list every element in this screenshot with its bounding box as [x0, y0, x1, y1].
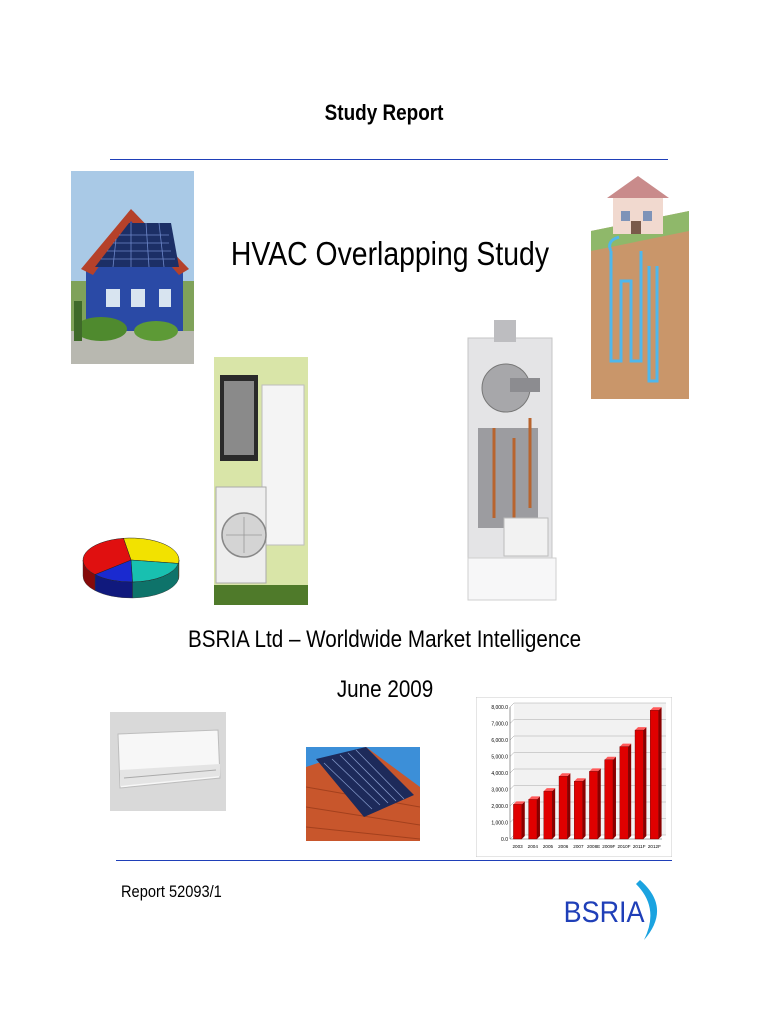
- bar-side: [552, 788, 555, 839]
- bar: [529, 799, 537, 839]
- bsria-logo-text: BSRIA: [563, 895, 645, 930]
- report-number: Report 52093/1: [121, 882, 222, 901]
- bar: [620, 747, 628, 839]
- x-tick-label: 2010F: [617, 844, 631, 849]
- bar: [605, 760, 613, 839]
- bar-side: [613, 757, 616, 839]
- x-tick-label: 2007: [573, 844, 584, 849]
- y-tick-label: 3,000.0: [491, 787, 508, 794]
- solar-thermal-collector-photo: [306, 747, 420, 841]
- bar-side: [628, 744, 631, 839]
- document-subtitle: BSRIA Ltd – Worldwide Market Intelligence: [188, 626, 582, 653]
- y-tick-label: 6,000.0: [491, 738, 508, 744]
- bottom-divider: [116, 860, 672, 861]
- bar-side: [537, 796, 540, 839]
- document-title: HVAC Overlapping Study: [230, 235, 550, 272]
- bar-side: [643, 727, 646, 839]
- x-tick-label: 2003: [512, 844, 523, 849]
- pie-slice: [123, 538, 179, 563]
- report-date: June 2009: [336, 676, 434, 703]
- bar: [513, 804, 521, 839]
- y-tick-label: 8,000.0: [491, 705, 508, 711]
- bar-side: [598, 768, 601, 839]
- x-tick-label: 2004: [527, 844, 538, 849]
- x-tick-label: 2005: [542, 844, 554, 849]
- y-tick-label: 2,000.0: [491, 804, 508, 810]
- air-source-heat-pump-photo: [214, 357, 308, 605]
- y-tick-label: 4,000.0: [491, 771, 508, 777]
- x-tick-label: 2008E: [586, 844, 601, 849]
- bar: [635, 730, 643, 839]
- bar: [589, 771, 597, 839]
- bar: [559, 776, 567, 839]
- bar-side: [567, 773, 570, 839]
- report-type-heading: Study Report: [324, 100, 444, 125]
- x-tick-label: 2009F: [602, 844, 616, 849]
- y-tick-label: 1,000.0: [491, 820, 508, 827]
- top-divider: [110, 159, 668, 160]
- bar: [544, 791, 552, 839]
- market-share-pie-chart: [81, 530, 181, 606]
- bar: [574, 781, 582, 839]
- bar-side: [583, 778, 586, 839]
- x-tick-label: 2006: [558, 844, 569, 849]
- market-forecast-bar-chart: [476, 697, 672, 857]
- bar-side: [659, 707, 662, 839]
- x-tick-label: 2012F: [647, 844, 661, 849]
- y-tick-label: 5,000.0: [491, 754, 508, 761]
- y-tick-label: 7,000.0: [491, 721, 508, 728]
- bsria-logo: [560, 878, 672, 942]
- x-tick-label: 2011F: [632, 844, 646, 849]
- ground-source-heat-pump-illustration: [591, 171, 689, 399]
- bar: [650, 710, 658, 839]
- gas-boiler-cutaway-photo: [464, 318, 560, 604]
- split-air-conditioner-photo: [110, 712, 226, 811]
- y-tick-label: 0.0: [501, 837, 508, 843]
- solar-panel-house-photo: [71, 171, 194, 364]
- bar-side: [522, 801, 525, 839]
